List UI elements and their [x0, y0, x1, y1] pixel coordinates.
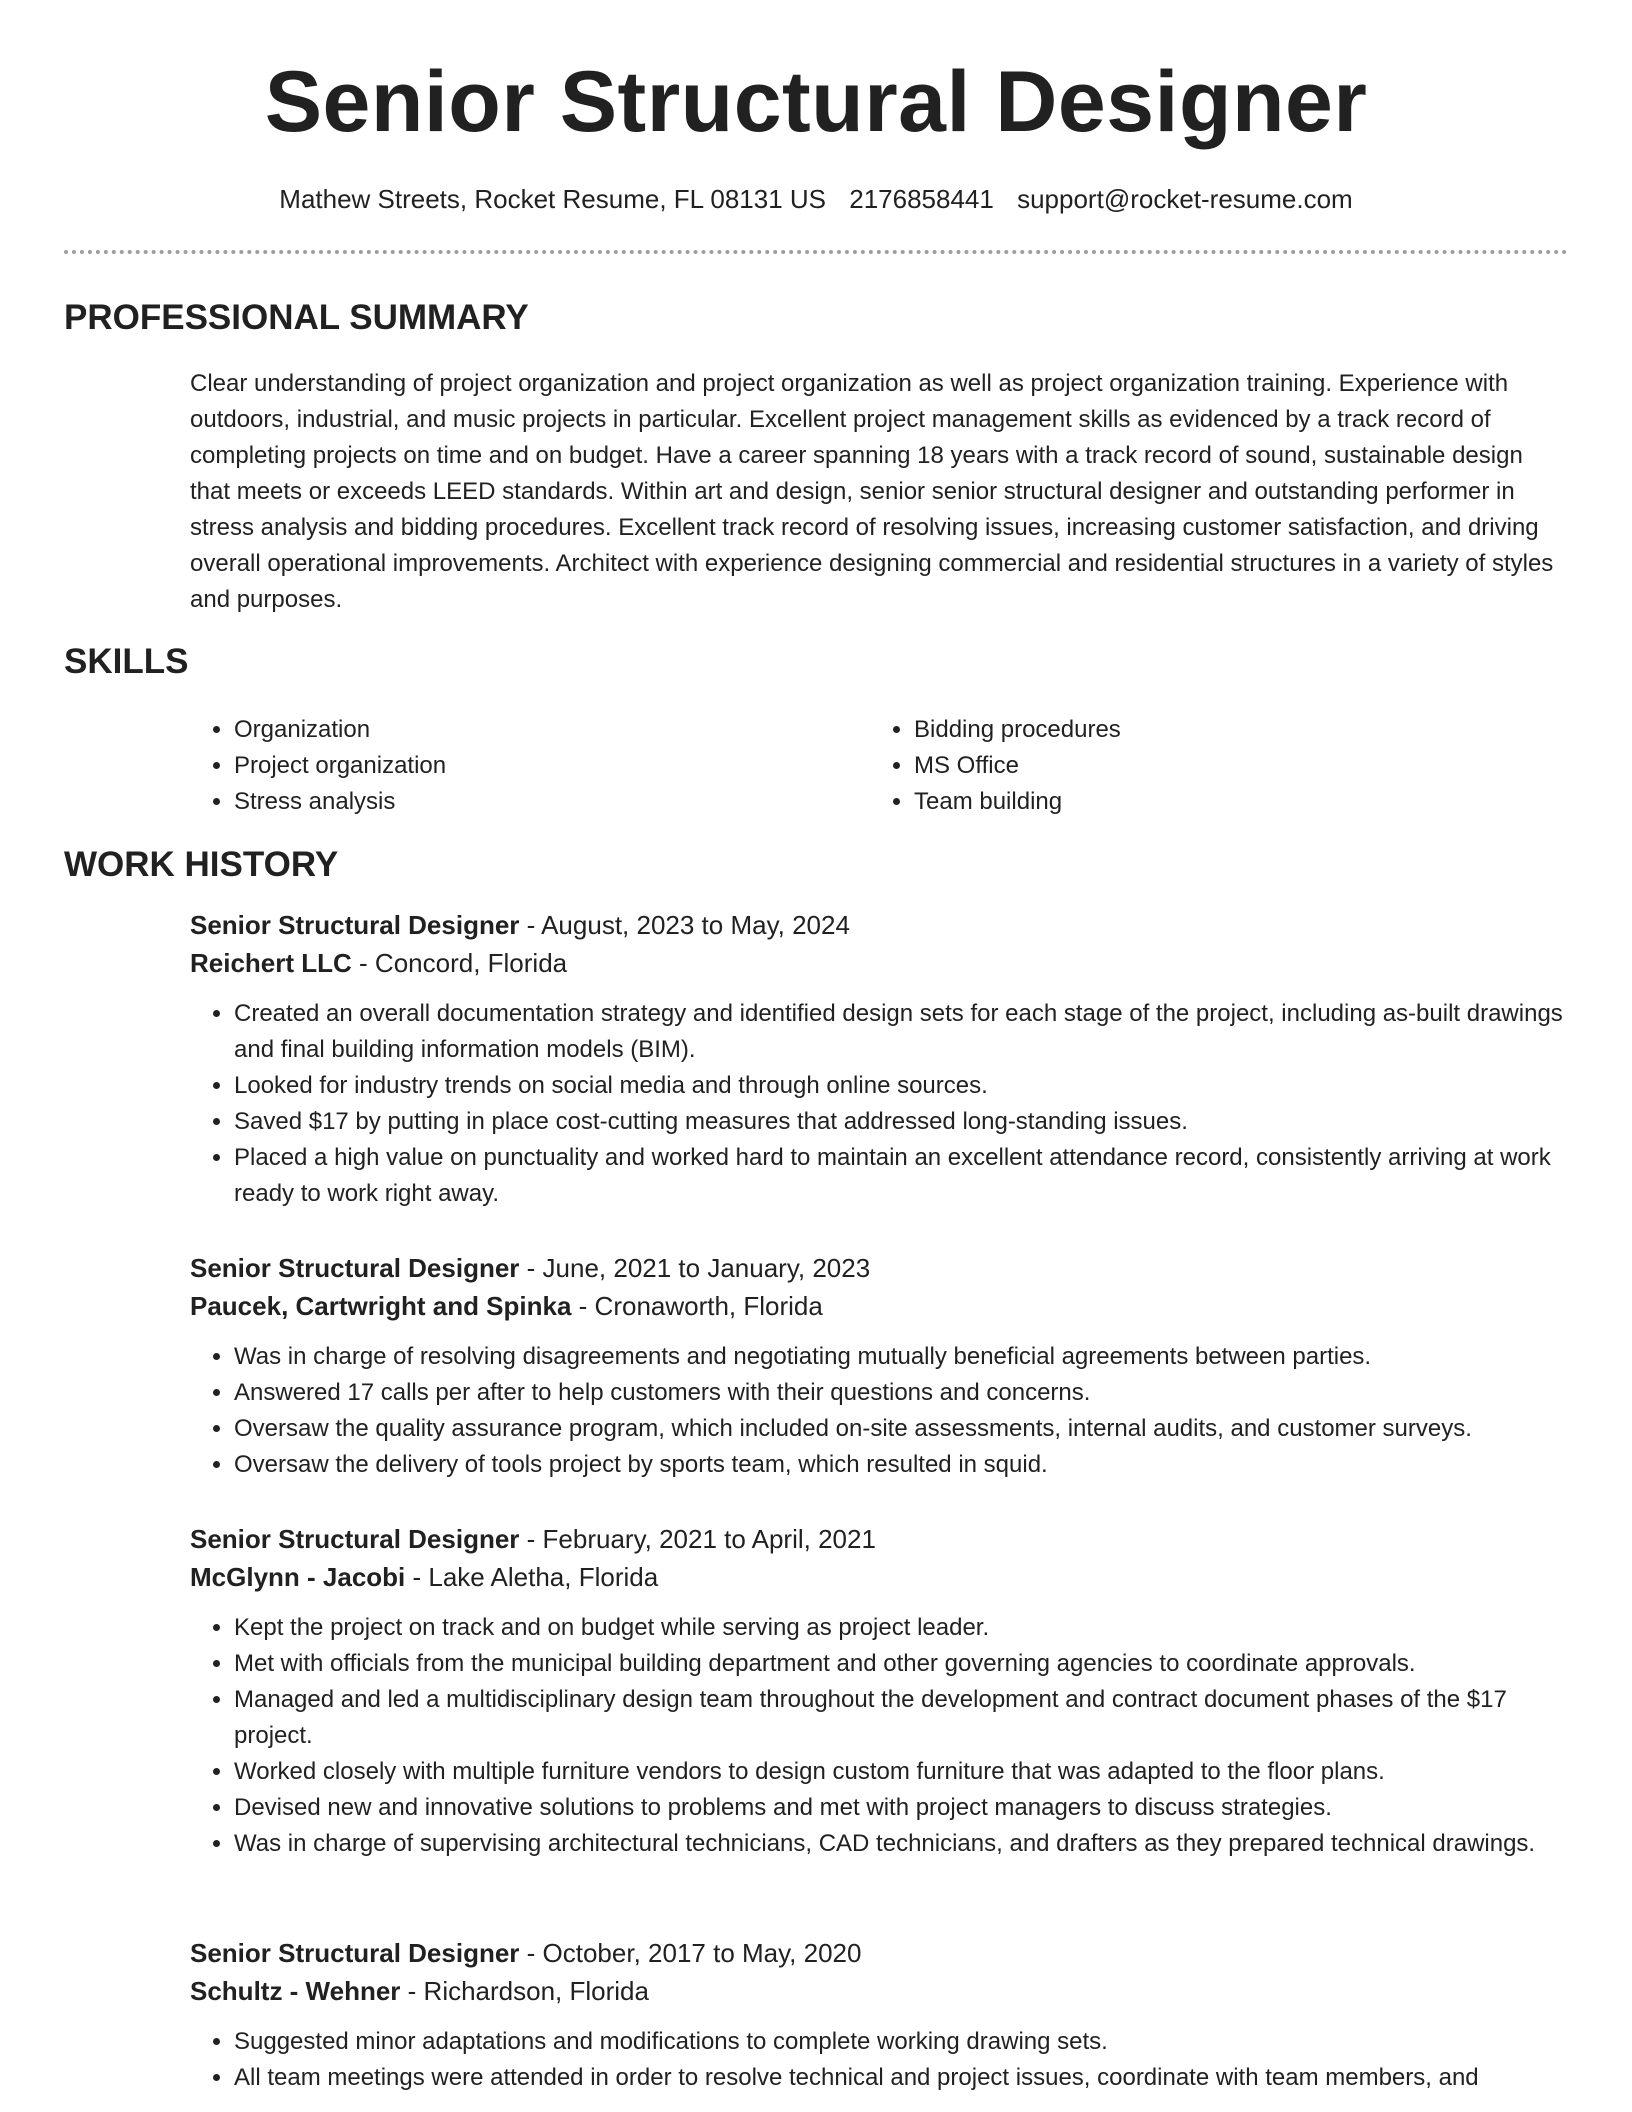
job-location: - Richardson, Florida	[400, 1976, 649, 2006]
job-entry	[190, 1934, 1568, 2096]
skill-item: • Project organization	[234, 748, 870, 784]
job-entry	[190, 906, 1568, 1212]
job-bullet: • Was in charge of resolving disagreements and negotiating mutually beneficial agreements between parties.	[234, 1339, 1568, 1375]
skill-item: • Organization	[234, 712, 870, 748]
job-bullets	[190, 1339, 1568, 1483]
contact-address: Mathew Streets, Rocket Resume, FL 08131 US	[279, 184, 827, 214]
job-title-line	[190, 1249, 1568, 1287]
job-bullets	[190, 1610, 1568, 1862]
job-bullet: • Oversaw the delivery of tools project by sports team, which resulted in squid.	[234, 1447, 1568, 1483]
job-title: Senior Structural Designer	[190, 1253, 520, 1283]
skills-column-right	[870, 712, 1550, 820]
job-location: - Concord, Florida	[351, 948, 568, 978]
job-company: McGlynn - Jacobi	[190, 1562, 406, 1592]
job-company: Paucek, Cartwright and Spinka	[190, 1291, 572, 1321]
skill-item: • Team building	[914, 784, 1550, 820]
job-company-line	[190, 1972, 1568, 2010]
job-bullet: • Was in charge of supervising architectural technicians, CAD technicians, and drafters as they prepared technical drawings.	[234, 1826, 1568, 1862]
job-title: Senior Structural Designer	[190, 1524, 520, 1554]
job-bullet: • Looked for industry trends on social media and through online sources.	[234, 1068, 1568, 1104]
job-bullets	[190, 996, 1568, 1212]
job-bullet: • Kept the project on track and on budget while serving as project leader.	[234, 1610, 1568, 1646]
job-dates: - August, 2023 to May, 2024	[519, 910, 850, 940]
contact-email: support@rocket-resume.com	[1017, 184, 1353, 214]
job-company-line	[190, 1287, 1568, 1325]
job-company: Schultz - Wehner	[190, 1976, 401, 2006]
summary-text: Clear understanding of project organization and project organization as well as project organization training. Experience with outdoors, industrial, and music projects in particular. Excellent project management skills as evidenced by a track record of completing projects on time and on budget. Have a career spanning 18 years with a track record of sound, sustainable design that meets or exceeds LEED standards. Within art and design, senior senior structural designer and outstanding performer in stress analysis and bidding procedures. Excellent track record of resolving issues, increasing customer satisfaction, and driving overall operational improvements. Architect with experience designing commercial and residential structures in a variety of styles and purposes.	[190, 370, 1554, 613]
resume-name: Senior Structural Designer	[264, 54, 1368, 150]
job-title-line	[190, 1520, 1568, 1558]
job-title-line	[190, 1934, 1568, 1972]
skill-item: • MS Office	[914, 748, 1550, 784]
job-bullet: • Placed a high value on punctuality and worked hard to maintain an excellent attendance record, consistently arriving at work ready to work right away.	[234, 1140, 1568, 1212]
skills-list	[190, 712, 1568, 820]
job-bullet: • Answered 17 calls per after to help customers with their questions and concerns.	[234, 1375, 1568, 1411]
job-bullet: • Saved $17 by putting in place cost-cutting measures that addressed long-standing issues.	[234, 1104, 1568, 1140]
job-title-line	[190, 906, 1568, 944]
contact-phone: 2176858441	[849, 184, 994, 214]
contact-line	[0, 182, 1632, 216]
skills-heading: SKILLS	[64, 642, 189, 681]
job-dates: - October, 2017 to May, 2020	[519, 1938, 862, 1968]
skill-item: • Bidding procedures	[914, 712, 1550, 748]
skill-item: • Stress analysis	[234, 784, 870, 820]
header-divider	[64, 250, 1568, 254]
job-dates: - February, 2021 to April, 2021	[519, 1524, 876, 1554]
job-bullet: • Devised new and innovative solutions to problems and met with project managers to discuss strategies.	[234, 1790, 1568, 1826]
work-heading: WORK HISTORY	[64, 845, 339, 884]
job-bullet: • Created an overall documentation strategy and identified design sets for each stage of the project, including as-built drawings and final building information models (BIM).	[234, 996, 1568, 1068]
job-entry	[190, 1249, 1568, 1483]
job-company-line	[190, 944, 1568, 982]
job-title: Senior Structural Designer	[190, 1938, 520, 1968]
job-bullets	[190, 2024, 1568, 2096]
job-location: - Cronaworth, Florida	[571, 1291, 823, 1321]
job-bullet: • Suggested minor adaptations and modifications to complete working drawing sets.	[234, 2024, 1568, 2060]
job-bullet: • Oversaw the quality assurance program, which included on-site assessments, internal audits, and customer surveys.	[234, 1411, 1568, 1447]
job-bullet: • Managed and led a multidisciplinary design team throughout the development and contract document phases of the $17 project.	[234, 1682, 1568, 1754]
job-title: Senior Structural Designer	[190, 910, 520, 940]
summary-heading: PROFESSIONAL SUMMARY	[64, 298, 529, 337]
job-dates: - June, 2021 to January, 2023	[519, 1253, 871, 1283]
job-entry	[190, 1520, 1568, 1862]
job-bullet: • Met with officials from the municipal building department and other governing agencies to coordinate approvals.	[234, 1646, 1568, 1682]
job-bullet: • All team meetings were attended in order to resolve technical and project issues, coordinate with team members, and	[234, 2060, 1568, 2096]
job-company-line	[190, 1558, 1568, 1596]
job-company: Reichert LLC	[190, 948, 352, 978]
job-location: - Lake Aletha, Florida	[405, 1562, 659, 1592]
job-bullet: • Worked closely with multiple furniture vendors to design custom furniture that was adapted to the floor plans.	[234, 1754, 1568, 1790]
skills-column-left	[190, 712, 870, 820]
